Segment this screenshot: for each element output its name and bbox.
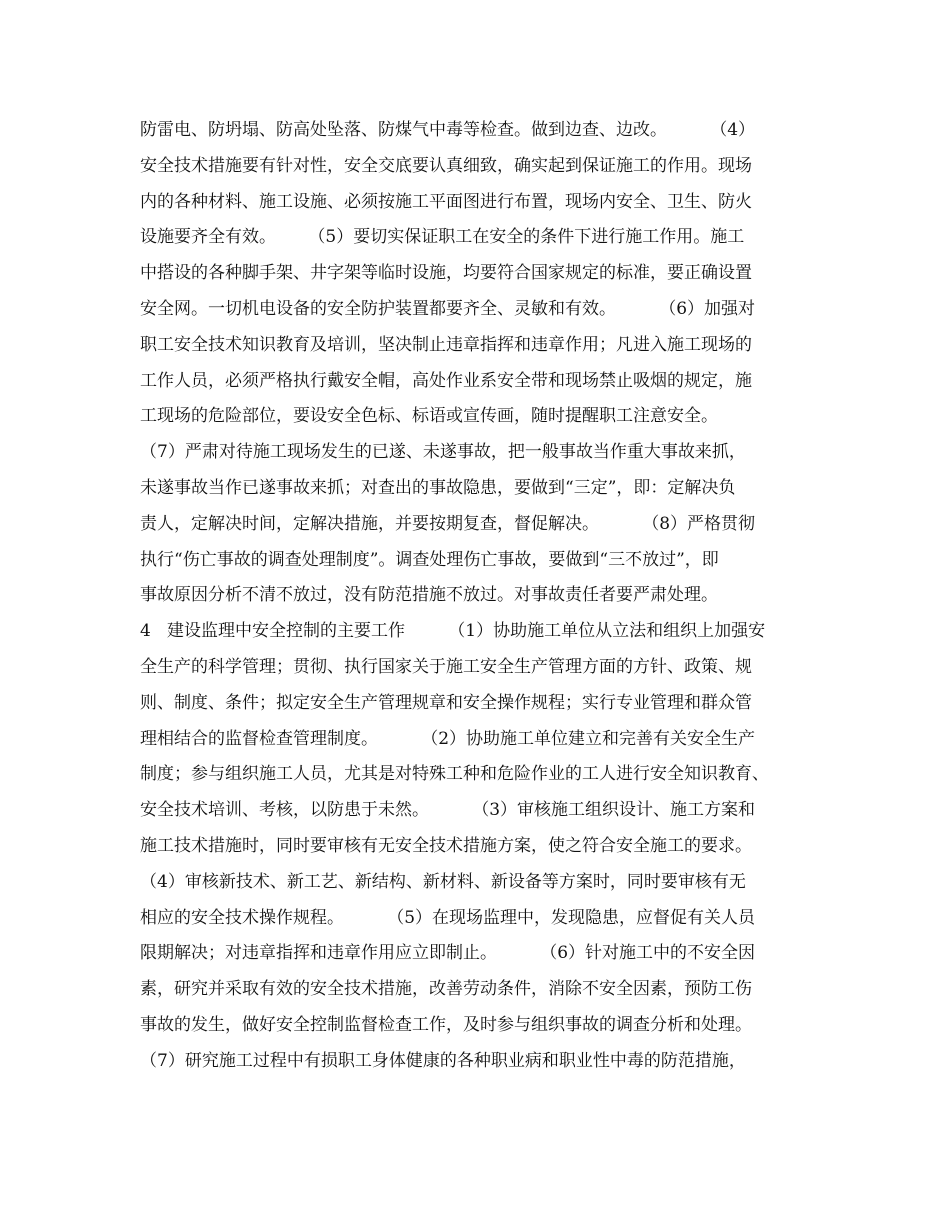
text-line-24: 限期解决；对违章指挥和违章作用应立即制止。 （6）针对施工中的不安全因 xyxy=(140,943,756,964)
text-line-18: 理相结合的监督检查管理制度。 （2）协助施工单位建立和完善有关安全生产 xyxy=(140,728,756,749)
text-line-10: （7）严肃对待施工现场发生的已遂、未遂事故，把一般事故当作重大事故来抓， xyxy=(140,442,746,463)
text-line-2: 安全技术措施要有针对性，安全交底要认真细致，确实起到保证施工的作用。现场 xyxy=(140,155,752,176)
text-line-5: 中搭设的各种脚手架、井字架等临时设施，均要符合国家规定的标准，要正确设置 xyxy=(140,263,752,284)
text-line-6: 安全网。一切机电设备的安全防护装置都要齐全、灵敏和有效。 （6）加强对 xyxy=(140,298,756,319)
text-line-27: （7）研究施工过程中有损职工身体健康的各种职业病和职业性中毒的防范措施， xyxy=(140,1050,746,1071)
text-line-23: 相应的安全技术操作规程。 （5）在现场监理中，发现隐患，应督促有关人员 xyxy=(140,907,756,928)
text-line-19: 制度；参与组织施工人员，尤其是对特殊工种和危险作业的工人进行安全知识教育、 xyxy=(140,764,769,785)
text-line-22: （4）审核新技术、新工艺、新结构、新材料、新设备等方案时，同时要审核有无 xyxy=(140,871,746,892)
body-text xyxy=(140,113,820,1080)
text-line-12: 责人，定解决时间，定解决措施，并要按期复查，督促解决。 （8）严格贯彻 xyxy=(140,513,756,534)
text-line-13: 执行“伤亡事故的调查处理制度”。调查处理伤亡事故，要做到“三不放过”，即 xyxy=(140,549,719,570)
text-line-26: 事故的发生，做好安全控制监督检查工作，及时参与组织事故的调查分析和处理。 xyxy=(140,1014,752,1035)
text-line-11: 未遂事故当作已遂事故来抓；对查出的事故隐患，要做到“三定”，即：定解决负 xyxy=(140,477,736,498)
text-line-20: 安全技术培训、考核，以防患于未然。 （3）审核施工组织设计、施工方案和 xyxy=(140,800,756,821)
text-line-8: 工作人员，必须严格执行戴安全帽，高处作业系安全带和现场禁止吸烟的规定，施 xyxy=(140,370,752,391)
text-line-15: 4 建设监理中安全控制的主要工作 （1）协助施工单位从立法和组织上加强安 xyxy=(140,621,766,642)
text-line-3: 内的各种材料、施工设施、必须按施工平面图进行布置，现场内安全、卫生、防火 xyxy=(140,191,752,212)
text-line-9: 工现场的危险部位，要设安全色标、标语或宣传画，随时提醒职工注意安全。 xyxy=(140,406,718,427)
text-line-16: 全生产的科学管理；贯彻、执行国家关于施工安全生产管理方面的方针、政策、规 xyxy=(140,656,752,677)
text-line-25: 素，研究并采取有效的安全技术措施，改善劳动条件，消除不安全因素，预防工伤 xyxy=(140,979,752,1000)
text-line-14: 事故原因分析不清不放过，没有防范措施不放过。对事故责任者要严肃处理。 xyxy=(140,585,718,606)
text-line-1: 防雷电、防坍塌、防高处坠落、防煤气中毒等检查。做到边查、边改。 （4） xyxy=(140,120,756,140)
text-line-7: 职工安全技术知识教育及培训，坚决制止违章指挥和违章作用；凡进入施工现场的 xyxy=(140,334,752,355)
text-line-17: 则、制度、条件；拟定安全生产管理规章和安全操作规程；实行专业管理和群众管 xyxy=(140,692,752,713)
text-line-21: 施工技术措施时，同时要审核有无安全技术措施方案，使之符合安全施工的要求。 xyxy=(140,835,752,856)
text-line-4: 设施要齐全有效。 （5）要切实保证职工在安全的条件下进行施工作用。施工 xyxy=(140,227,745,248)
